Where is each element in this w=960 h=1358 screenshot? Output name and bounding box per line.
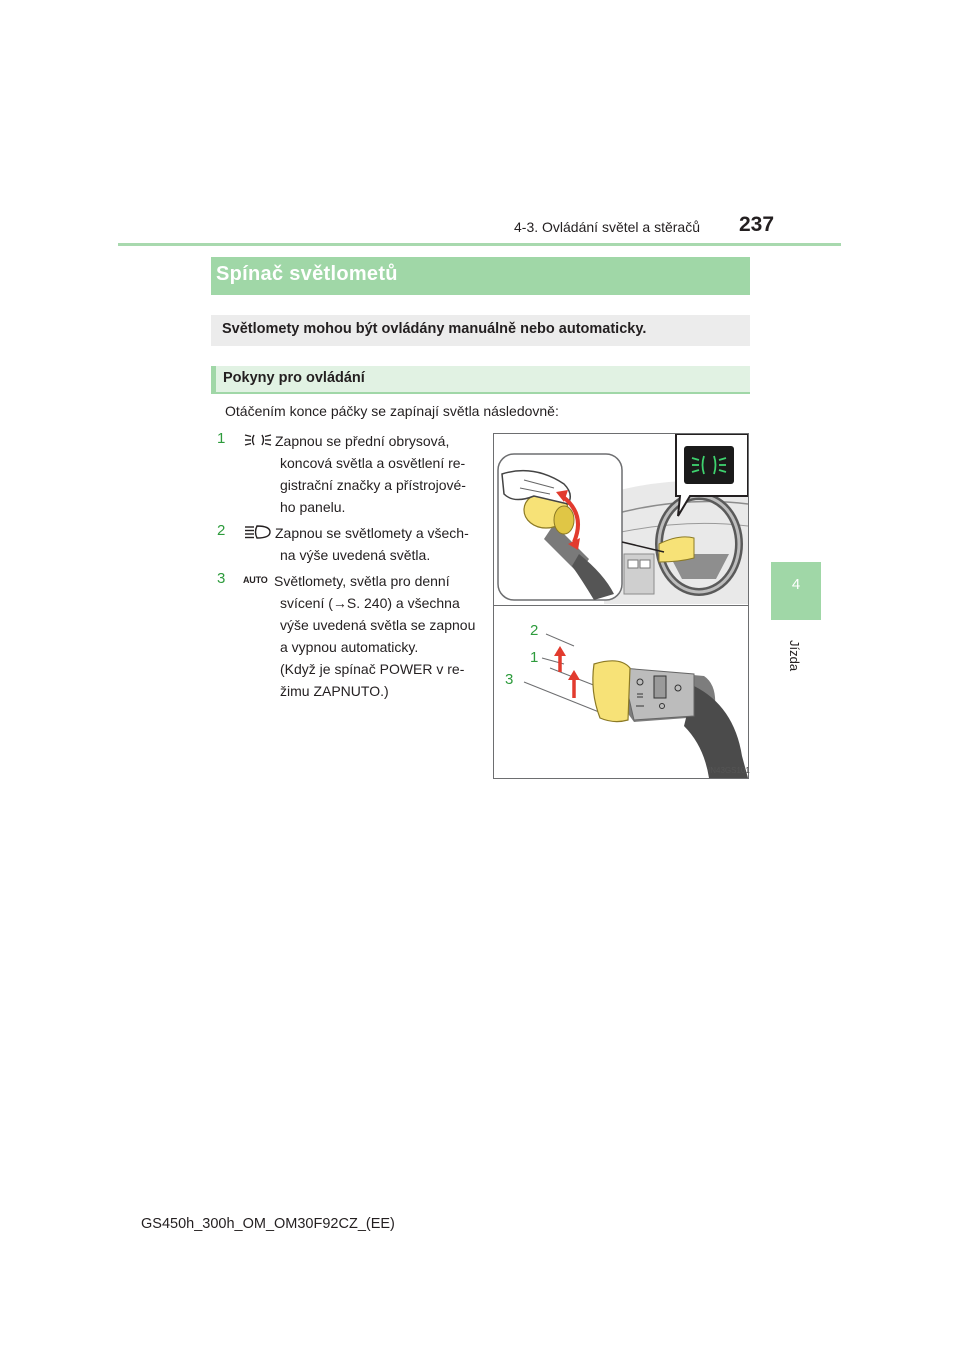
item-text-3: [274, 570, 479, 592]
item-1-line-1: Zapnou se přední obrysová,: [275, 433, 450, 449]
item-3-line-6: žimu ZAPNUTO.): [280, 683, 389, 699]
item-text-1-cont: [280, 452, 479, 518]
auto-icon: AUTO: [243, 575, 268, 585]
chapter-heading: 4-3. Ovládání světel a stěračů: [514, 219, 700, 235]
dashboard-illustration: [494, 434, 748, 604]
section-intro: Otáčením konce páčky se zapínají světla následovně:: [225, 403, 559, 419]
page-title: Spínač světlometů: [216, 263, 398, 285]
section-heading-bar: [211, 366, 216, 394]
item-number-1: 1: [217, 430, 226, 447]
figure-callout-1: 1: [530, 649, 539, 666]
item-3-line-3: výše uvedená světla se zapnou: [280, 617, 476, 633]
figure-code: IN43GS101: [708, 766, 750, 775]
page-title-box: [211, 257, 750, 295]
page-number: 237: [739, 213, 775, 236]
item-number-3: 3: [217, 570, 226, 587]
item-text-1: [275, 430, 479, 452]
item-3-line-5: (Když je spínač POWER v re-: [280, 661, 465, 677]
item-3-line-2: svícení (→S. 240) a všechna: [280, 595, 460, 611]
footer-document-code: GS450h_300h_OM_OM30F92CZ_(EE): [141, 1216, 395, 1232]
headlight-icon: [244, 524, 272, 540]
item-2-line-2: na výše uvedená světla.: [280, 547, 431, 563]
item-2-line-1: Zapnou se světlomety a všech-: [275, 525, 469, 541]
item-1-line-3: gistrační značky a přístrojové-: [280, 477, 466, 493]
chapter-tab-label-wrap: [780, 640, 812, 670]
item-1-line-2: koncová světla a osvětlení re-: [280, 455, 466, 471]
item-text-2-cont: [280, 544, 479, 566]
parking-lights-icon: [244, 432, 272, 448]
figure-callout-3: 3: [505, 671, 514, 688]
header-rule: [118, 243, 841, 246]
item-number-2: 2: [217, 522, 226, 539]
summary-box: [211, 315, 750, 346]
summary-text: Světlomety mohou být ovládány manuálně nebo automaticky.: [222, 321, 647, 337]
chapter-tab-number: 4: [791, 576, 801, 593]
item-text-3-cont: [280, 592, 479, 702]
chapter-tab-label: Jízda: [787, 640, 802, 672]
section-heading: Pokyny pro ovládání: [223, 370, 365, 386]
item-text-2: [275, 522, 479, 544]
item-3-line-4: a vypnou automaticky.: [280, 639, 419, 655]
section-heading-box: [211, 366, 750, 394]
item-1-line-4: ho panelu.: [280, 499, 346, 515]
item-3-line-1: Světlomety, světla pro denní: [274, 573, 450, 589]
figure-callout-2: 2: [530, 622, 539, 639]
